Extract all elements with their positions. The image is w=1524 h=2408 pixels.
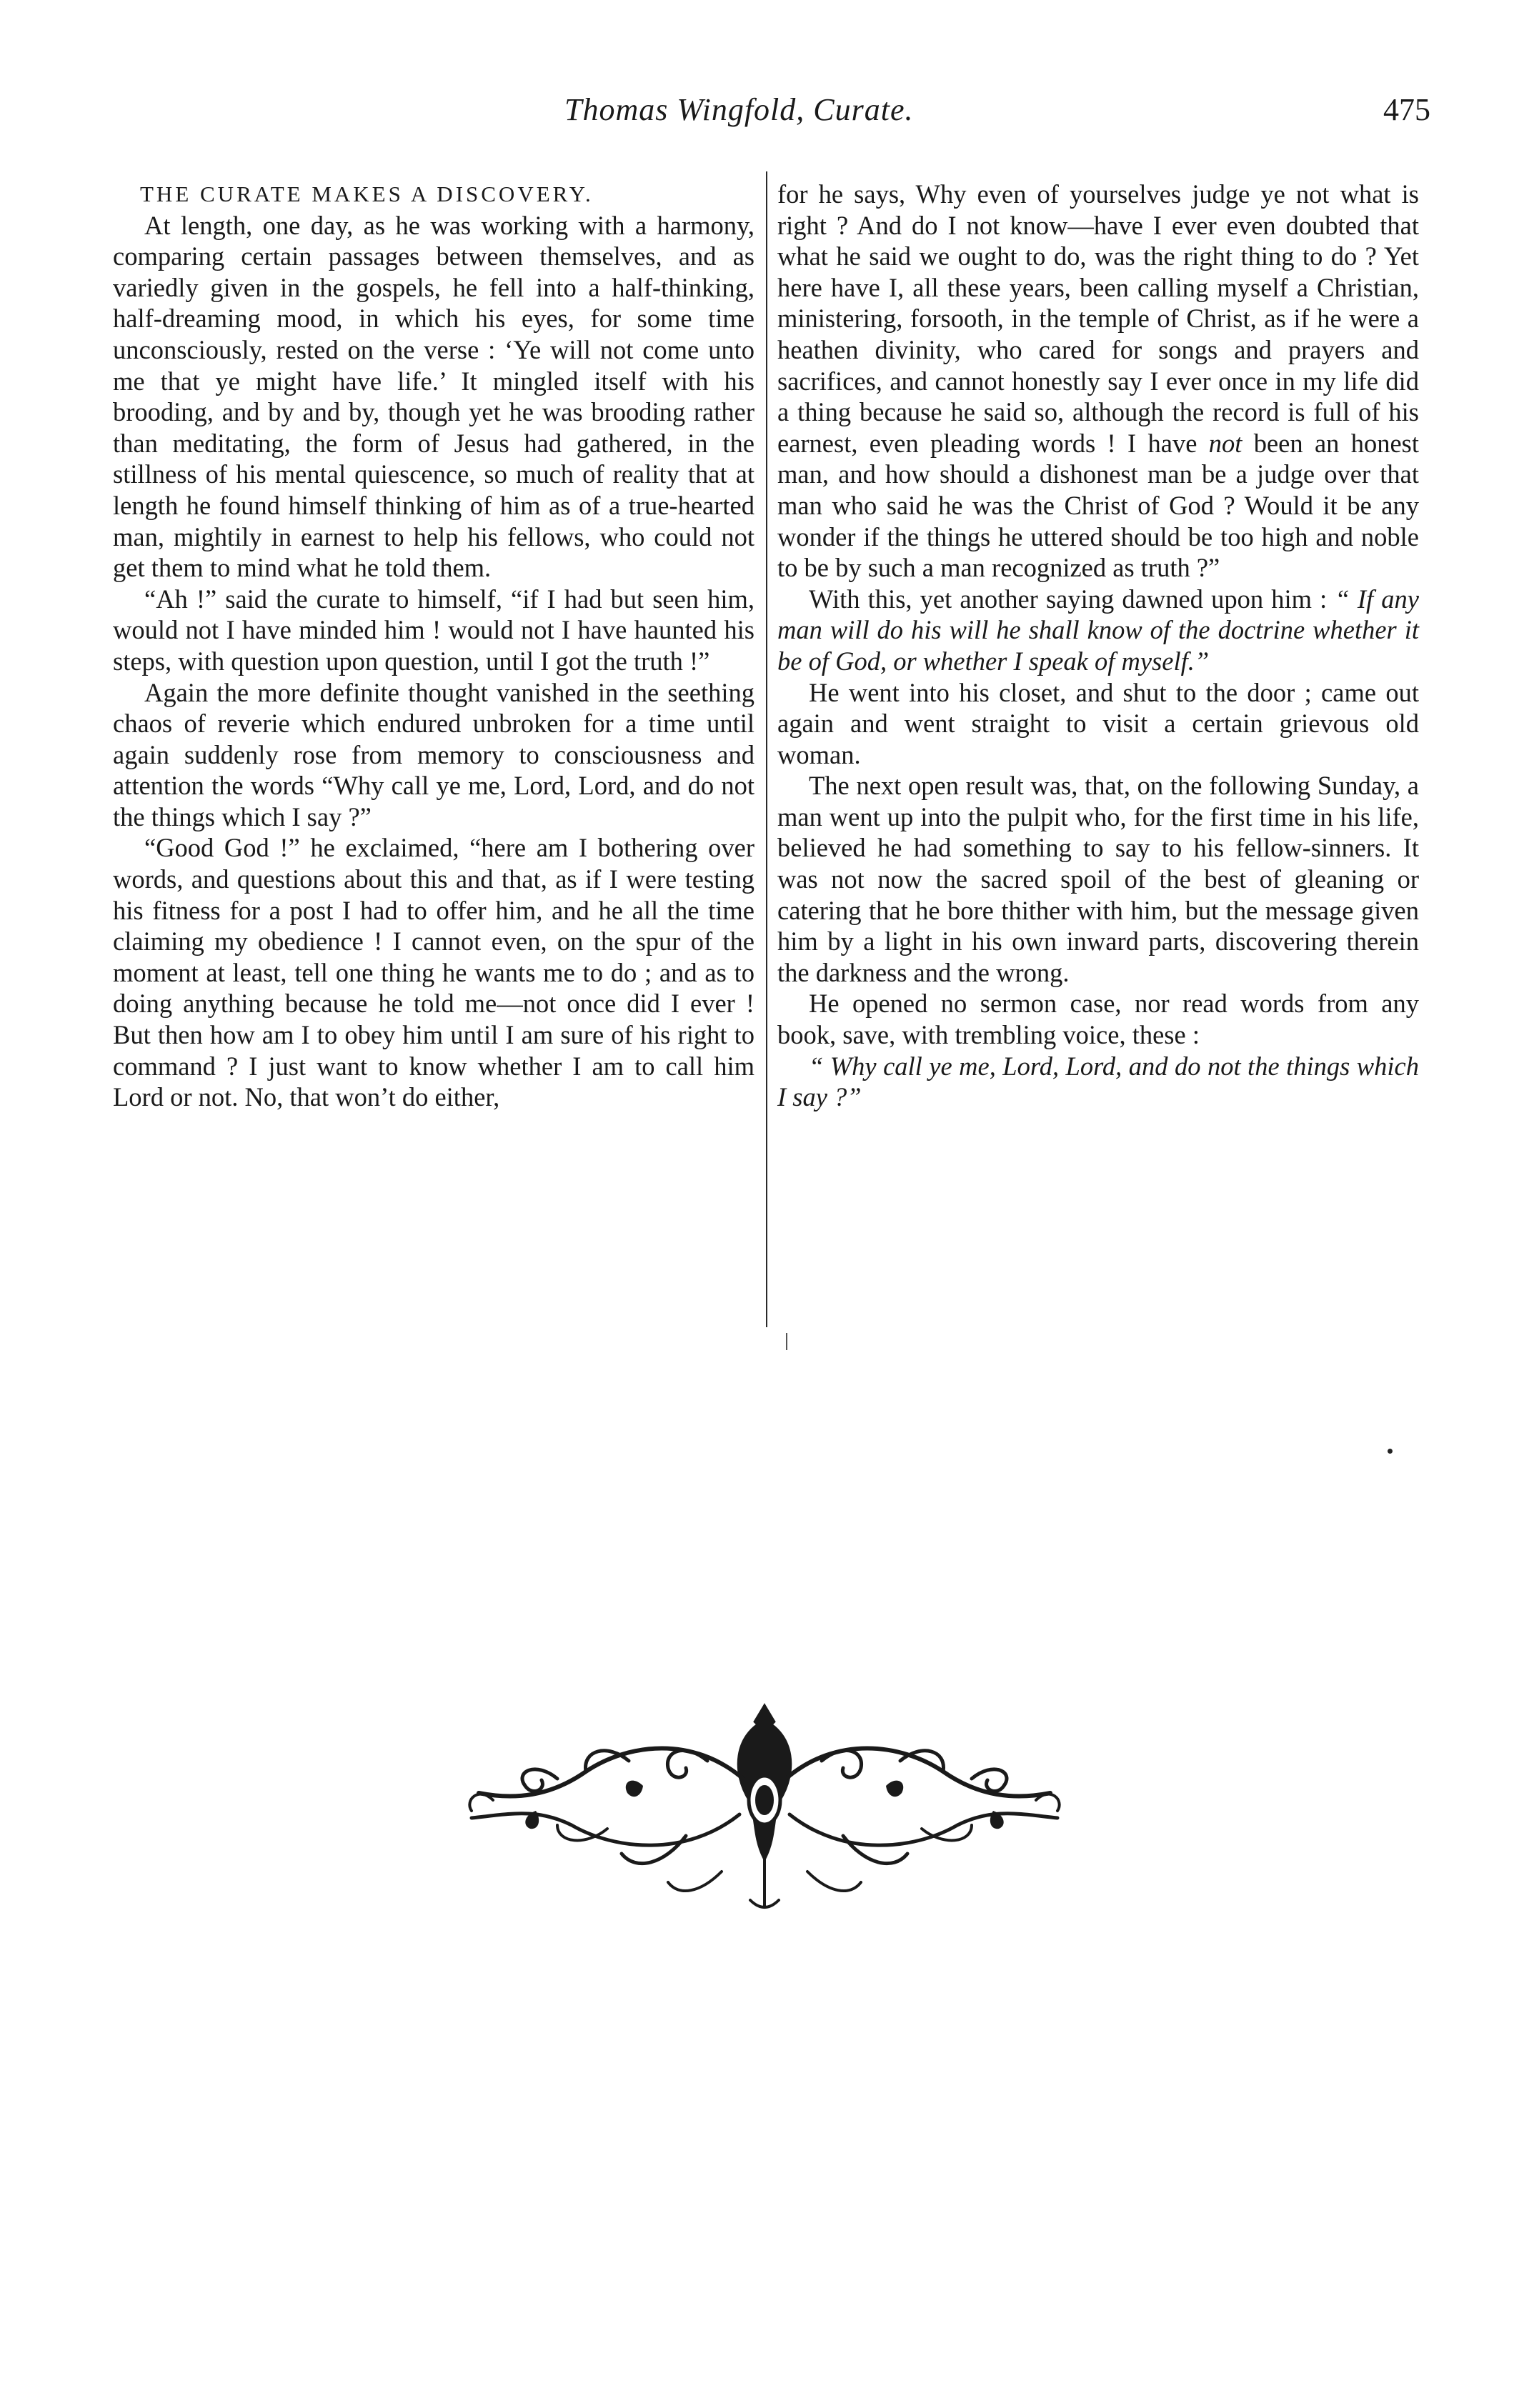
page-number: 475 bbox=[1383, 92, 1430, 127]
paragraph: At length, one day, as he was working with a harmony, comparing certain passages between themselves, and as variedly given in the gospels, he fell into a half-thinking, half-dreaming mood, in which his eyes, for some time unconsciously, rested on the verse : ‘Ye will not come unto me that ye might have life.’ It mingled itself with his brooding, and by and by, though yet he was brooding rather than meditating, the form of Jesus had gathered, in the stillness of his mental quiescence, so much of reality that at length he found himself thinking of him as of a true-hearted man, mightily in earnest to help his fellows, who could not get them to mind what he told them. bbox=[113, 210, 754, 583]
left-column bbox=[113, 179, 754, 1113]
column-rule bbox=[766, 171, 767, 1327]
section-heading: THE CURATE MAKES A DISCOVERY. bbox=[140, 181, 594, 206]
scripture-quote: “ Why call ye me, Lord, Lord, and do not the things which I say ?” bbox=[777, 1051, 1419, 1112]
paragraph bbox=[777, 584, 1419, 677]
paragraph: “Good God !” he exclaimed, “here am I bothering over words, and questions about this and that, as if I were testing his fitness for a post I had to offer him, and he all the time claiming my obedience ! I cannot even, on the spur of the moment at least, tell one thing he wants me to do ; and as to doing anything because he told me—not once did I ever ! But then how am I to obey him until I am sure of his right to command ? I just want to know whether I am to call him Lord or not. No, that won’t do either, bbox=[113, 833, 754, 1112]
scripture-quote: “ If any man will do his will he shall know of the doctrine whether it be of God, or whether I speak of myself.” bbox=[777, 584, 1419, 676]
right-column bbox=[777, 179, 1419, 1113]
text-run: for he says, Why even of yourselves judge ye not what is right ? And do I not know—have I ever even doubted that what he said we ought to do, was the right thing to do ? Yet here have I, all these years, been calling myself a Christian, ministering, forsooth, in the temple of Christ, as if he were a heathen divinity, who cared for songs and prayers and sacrifices, and cannot honestly say I ever once in my life did a thing because he said so, although the record is full of his earnest, even pleading words ! I have bbox=[777, 179, 1419, 458]
text-run: been an honest man, and how should a dishonest man be a judge over that man who said he was the Christ of God ? Would it be any wonder if the things he uttered should be too high and noble to be by such a man recognized as truth ?” bbox=[777, 428, 1420, 583]
paragraph: He went into his closet, and shut to the door ; came out again and went straight to visit a certain grievous old woman. bbox=[777, 677, 1419, 769]
column-rule-tick bbox=[786, 1333, 787, 1350]
paragraph: He opened no sermon case, nor read words from any book, save, with trembling voice, these : bbox=[777, 989, 1419, 1050]
floral-scroll-ornament-icon bbox=[450, 1693, 1079, 1922]
paragraph bbox=[777, 1051, 1419, 1113]
text-run: With this, yet another saying dawned upon him : bbox=[809, 584, 1328, 614]
paragraph: The next open result was, that, on the following Sunday, a man went up into the pulpit who, for the first time in his life, believed he had something to say to his fellow-sinners. It was not now the sacred spoil of the best of gleaning or catering that he bore thither with him, but the message given him by a light in his own inward parts, discovering therein the darkness and the wrong. bbox=[777, 771, 1419, 987]
paragraph: “Ah !” said the curate to himself, “if I had but seen him, would not I have minded him ! would not I have haunted his steps, with question upon question, until I got the truth !” bbox=[113, 584, 754, 676]
ink-speck bbox=[1388, 1449, 1393, 1454]
running-head bbox=[0, 91, 1524, 134]
emphasis-not: not bbox=[1208, 428, 1242, 458]
paragraph-continued bbox=[777, 179, 1419, 584]
paragraph: Again the more definite thought vanished in the seething chaos of reverie which endured unbroken for a time until again suddenly rose from memory to consciousness and attention the words “Why call ye me, Lord, Lord, and do not the things which I say ?” bbox=[113, 677, 754, 831]
running-title: Thomas Wingfold, Curate. bbox=[564, 92, 914, 127]
